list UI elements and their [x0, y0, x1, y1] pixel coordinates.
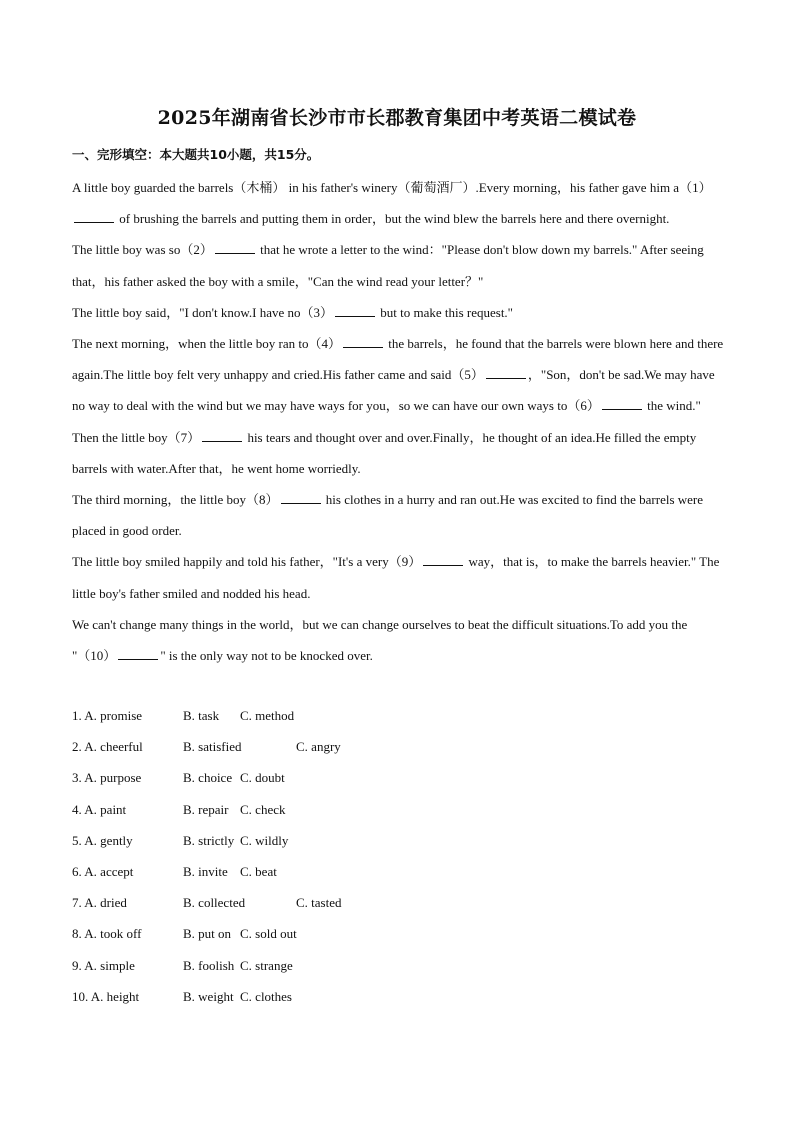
option-a: 1. A. promise [72, 708, 143, 723]
option-a: 4. A. paint [72, 801, 127, 817]
passage-text: " is the only way not to be knocked over. [160, 648, 373, 664]
answer-blank [343, 335, 383, 348]
passage-text: The little boy said，"I don't know.I have no（3） [72, 304, 333, 320]
option-row [72, 856, 727, 887]
section-heading: 一、完形填空：本大题共10小题，共15分。 [72, 147, 320, 162]
answer-blank [423, 553, 463, 566]
option-row [72, 887, 727, 918]
option-b: B. weight [183, 988, 234, 1004]
option-b: B. put on [183, 926, 232, 942]
option-row [72, 700, 727, 731]
option-a: 7. A. dried [72, 895, 127, 911]
answer-options [72, 700, 727, 1012]
option-a: 10. A. height [72, 988, 140, 1004]
passage-paragraph [72, 172, 727, 234]
passage-text: way，that is，to make the barrels heavier." The little boy's father smiled and nodded his head. [72, 554, 720, 601]
passage-paragraph [72, 546, 727, 608]
answer-blank [602, 397, 642, 410]
passage-text: his clothes in a hurry and ran out.He was excited to find the barrels were placed in good order. [72, 492, 704, 539]
option-c: C. strange [240, 957, 293, 973]
answer-blank [215, 241, 255, 254]
passage-paragraph [72, 297, 727, 328]
option-a: 6. A. accept [72, 863, 134, 879]
option-a: 9. A. simple [72, 957, 135, 973]
passage-text: A little boy guarded the barrels（木桶） in his father's winery（葡萄酒厂）.Every morning，his father gave him a（1） [72, 180, 712, 195]
option-c: C. tasted [296, 895, 342, 911]
passage-text: We can't change many things in the world，but we can change ourselves to beat the difficult situations.To add you the "（10） [72, 616, 688, 664]
passage-paragraph [72, 328, 727, 484]
cloze-passage [72, 172, 727, 671]
option-a: 3. A. purpose [72, 770, 142, 786]
passage-paragraph [72, 609, 727, 671]
option-b: B. foolish [183, 957, 235, 973]
option-row [72, 794, 727, 825]
option-b: B. invite [183, 863, 228, 879]
passage-text: the wind." Then the little boy（7） [72, 398, 701, 445]
option-c: C. check [240, 801, 286, 817]
page-title: 2025年湖南省长沙市市长郡教育集团中考英语二模试卷 [157, 107, 637, 129]
answer-blank [486, 366, 526, 379]
passage-text: ，"Son，don't be sad.We may have no way to deal with the wind but we may have ways for you，so we can have our own ways to（6） [72, 367, 715, 414]
passage-text: the barrels，he found that the barrels were blown here and there again.The little boy felt very unhappy and cried.His father came and said（5） [72, 336, 724, 383]
option-b: B. task [183, 708, 220, 723]
answer-blank [281, 491, 321, 504]
option-c: C. sold out [240, 926, 297, 942]
option-row [72, 981, 727, 1012]
passage-text: The little boy smiled happily and told his father，"It's a very（9） [72, 554, 422, 570]
option-row [72, 950, 727, 981]
option-b: B. collected [183, 895, 246, 911]
option-c: C. angry [296, 739, 341, 755]
option-b: B. strictly [183, 832, 235, 848]
option-a: 5. A. gently [72, 832, 133, 848]
option-row [72, 762, 727, 793]
option-row [72, 918, 727, 949]
answer-blank [202, 429, 242, 442]
answer-blank [74, 210, 114, 223]
passage-text: his tears and thought over and over.Finally，he thought of an idea.He filled the empty barrels with water.After that，he went home worriedly. [72, 429, 697, 476]
passage-text: that he wrote a letter to the wind："Please don't blow down my barrels." After seeing that，his father asked the boy with a smile，"Can the wind read your letter？" [72, 242, 704, 289]
option-c: C. clothes [240, 988, 292, 1004]
passage-text: The next morning，when the little boy ran to（4） [72, 336, 341, 352]
option-c: C. wildly [240, 832, 289, 848]
option-a: 8. A. took off [72, 926, 142, 942]
option-b: B. satisfied [183, 739, 242, 755]
answer-blank [118, 647, 158, 660]
option-row [72, 825, 727, 856]
option-c: C. method [240, 708, 295, 723]
option-b: B. choice [183, 770, 233, 786]
option-c: C. doubt [240, 770, 285, 786]
passage-paragraph [72, 484, 727, 546]
option-a: 2. A. cheerful [72, 739, 143, 755]
passage-text: of brushing the barrels and putting them in order，but the wind blew the barrels here and there overnight. [116, 211, 670, 227]
option-row [72, 731, 727, 762]
passage-text: but to make this request." [376, 304, 513, 320]
passage-paragraph [72, 234, 727, 296]
option-c: C. beat [240, 863, 277, 879]
option-b: B. repair [183, 801, 229, 817]
answer-blank [335, 304, 375, 317]
passage-text: The third morning，the little boy（8） [72, 492, 279, 508]
passage-text: The little boy was so（2） [72, 242, 213, 258]
